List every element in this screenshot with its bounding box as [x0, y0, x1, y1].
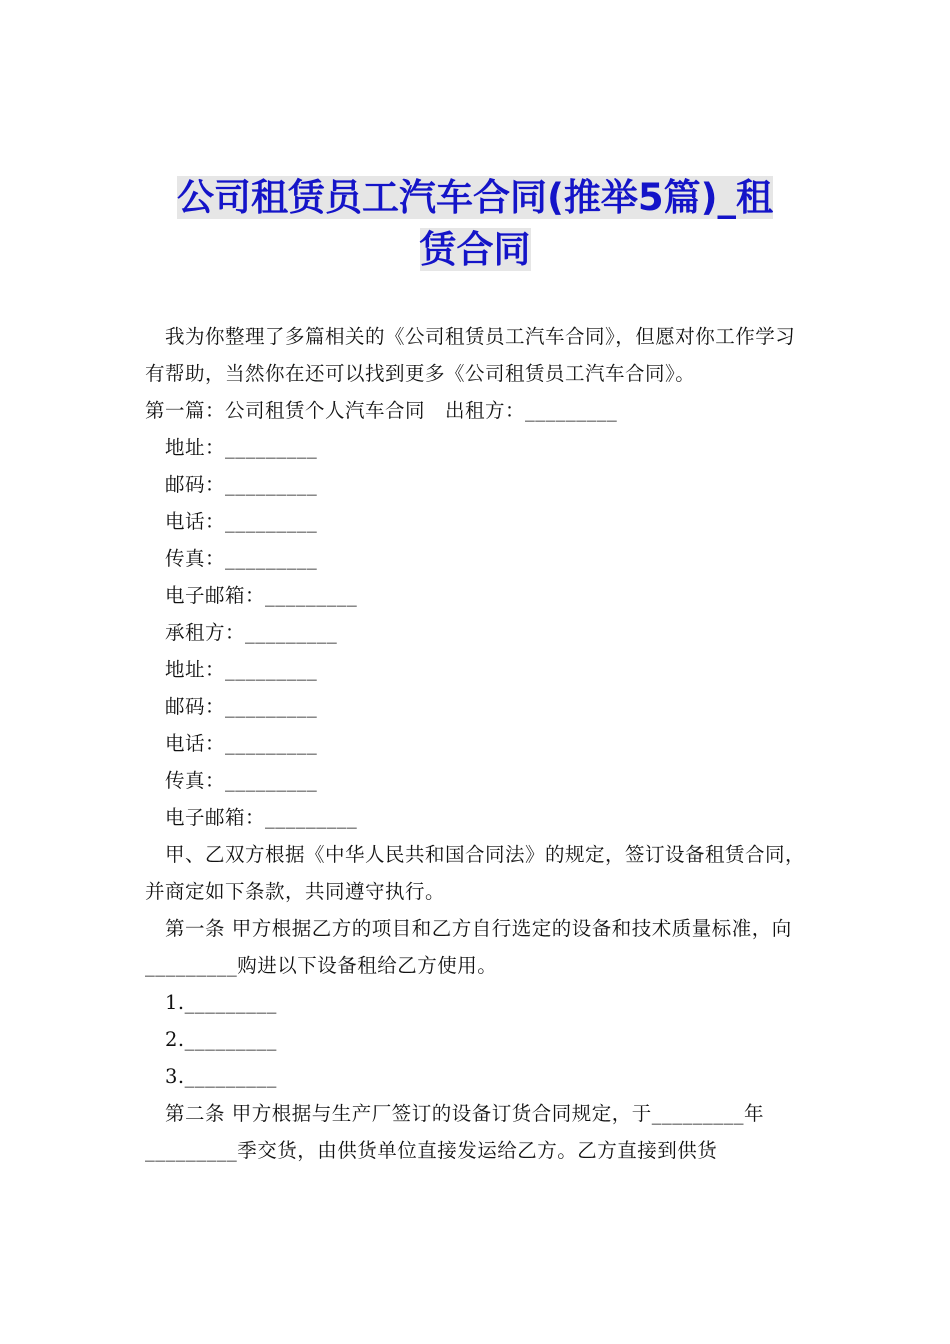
- document-body: [145, 318, 807, 1169]
- lessee-postcode: 邮码：_________: [165, 695, 318, 718]
- title-line-2: 赁合同: [419, 228, 531, 271]
- lessor-address: 地址：_________: [165, 436, 318, 459]
- intro-paragraph: 我为你整理了多篇相关的《公司租赁员工汽车合同》，但愿对你工作学习有帮助，当然你在还可以找到更多《公司租赁员工汽车合同》。: [145, 325, 796, 385]
- lessee-fax: 传真：_________: [165, 769, 318, 792]
- lessee-address: 地址：_________: [165, 658, 318, 681]
- chapter-1-heading: 第一篇：公司租赁个人汽车合同 出租方：_________: [145, 399, 618, 422]
- lessee-phone: 电话：_________: [165, 732, 318, 755]
- equipment-item-1: 1._________: [165, 991, 277, 1014]
- title-line-1: 公司租赁员工汽车合同(推举5篇)_租: [176, 176, 774, 219]
- equipment-item-3: 3._________: [165, 1065, 277, 1088]
- agreement-paragraph: 甲、乙双方根据《中华人民共和国合同法》的规定，签订设备租赁合同，并商定如下条款，共同遵守执行。: [145, 843, 806, 903]
- lessee-email: 电子邮箱：_________: [165, 806, 358, 829]
- article-1: 第一条 甲方根据乙方的项目和乙方自行选定的设备和技术质量标准，向_________购进以下设备租给乙方使用。: [145, 917, 792, 977]
- lessor-email: 电子邮箱：_________: [165, 584, 358, 607]
- lessee-heading: 承租方：_________: [165, 621, 338, 644]
- lessor-fax: 传真：_________: [165, 547, 318, 570]
- lessor-phone: 电话：_________: [165, 510, 318, 533]
- article-2: 第二条 甲方根据与生产厂签订的设备订货合同规定，于_________年_________季交货，由供货单位直接发运给乙方。乙方直接到供货: [145, 1102, 764, 1162]
- lessor-postcode: 邮码：_________: [165, 473, 318, 496]
- equipment-item-2: 2._________: [165, 1028, 277, 1051]
- document-title: [150, 172, 800, 276]
